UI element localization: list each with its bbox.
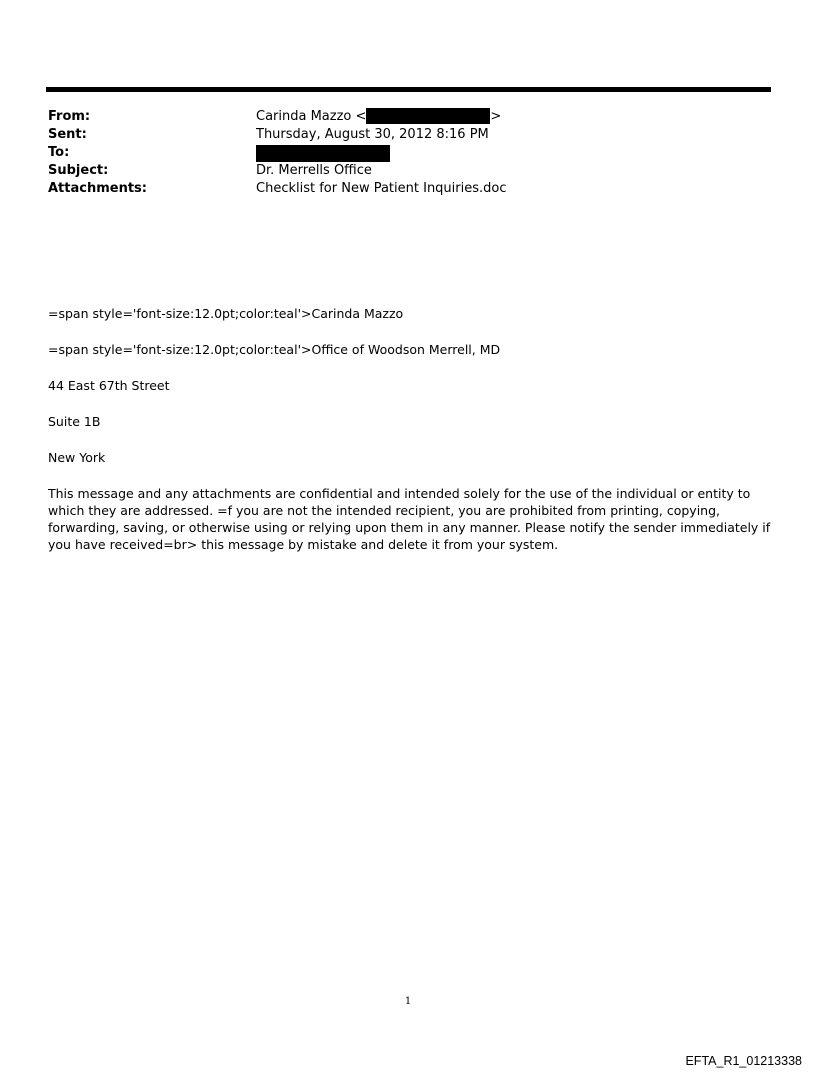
sent-label: Sent: <box>48 127 87 142</box>
attachment-link[interactable]: Checklist for New Patient Inquiries.doc <box>256 181 507 196</box>
redacted-email-block <box>366 108 490 124</box>
from-sender-name: Carinda Mazzo < <box>256 109 367 124</box>
email-header <box>48 108 768 198</box>
to-label: To: <box>48 145 70 160</box>
subject-row <box>48 162 768 180</box>
from-value-suffix: > <box>490 109 502 124</box>
document-id: EFTA_R1_01213338 <box>685 1054 802 1068</box>
confidentiality-disclaimer: This message and any attachments are confidential and intended solely for the use of the individual or entity to which they are addressed. =f you are not the intended recipient, you are prohibited from printing, copying, forwarding, saving, or otherwise using or relying upon them in any manner. Please notify the sender immediately if you have received=br> this message by mistake and delete it from your system. <box>48 486 771 552</box>
sent-value: Thursday, August 30, 2012 8:16 PM <box>256 127 489 142</box>
to-value <box>256 144 390 163</box>
subject-label: Subject: <box>48 163 109 178</box>
from-row <box>48 108 768 126</box>
from-label: From: <box>48 109 91 124</box>
signature-office: =span style='font-size:12.0pt;color:teal'>Office of Woodson Merrell, MD <box>48 342 501 357</box>
signature-suite: Suite 1B <box>48 414 101 429</box>
email-body <box>48 305 773 553</box>
signature-city: New York <box>48 450 106 465</box>
subject-value: Dr. Merrells Office <box>256 163 372 178</box>
attachments-label: Attachments: <box>48 181 147 196</box>
signature-street: 44 East 67th Street <box>48 378 170 393</box>
to-row <box>48 144 768 162</box>
signature-name: =span style='font-size:12.0pt;color:teal'>Carinda Mazzo <box>48 306 404 321</box>
redacted-recipient-block <box>256 145 390 162</box>
sent-row <box>48 126 768 144</box>
from-value <box>256 108 501 126</box>
page-number: 1 <box>404 996 412 1007</box>
attachments-row <box>48 180 768 198</box>
header-divider <box>46 87 771 92</box>
